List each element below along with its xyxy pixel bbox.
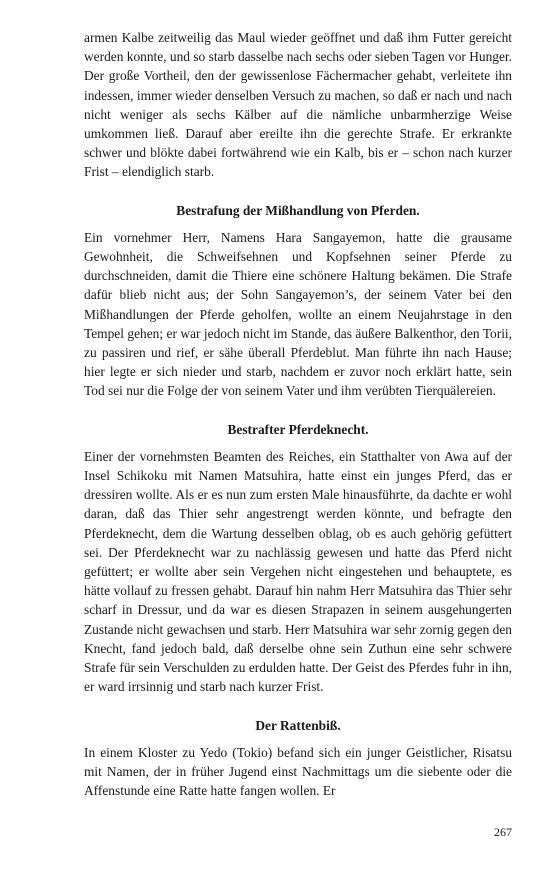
paragraph-horse-abuse: Ein vornehmer Herr, Namens Hara Sangayemon, hatte die grausame Gewohnheit, die Schweifsehnen und Kopfsehnen seiner Pferde zu durchschneiden, damit die Thiere eine schönere Haltung bekämen. Die Strafe dafür blieb nicht aus; der Sohn Sangayemon’s, der seinem Vater bei den Mißhandlungen der Pferde geholfen, wollte an einem Neujahrstage in den Tempel gehen; er war jedoch nicht im Stande, das äußere Balkenthor, den Torii, zu passiren und rief, er sähe überall Pferdeblut. Man führte ihn nach Hause; hier legte er sich nieder und starb, nachdem er zuvor noch erklärt hatte, sein Tod sei nur die Folge der von seinem Vater und ihm verübten Tierquälereien.	[84, 229, 512, 399]
paragraph-rat-bite: In einem Kloster zu Yedo (Tokio) befand sich ein junger Geistlicher, Risatsu mit Namen, der in früher Jugend einst Nachmittags um die siebente oder die Affenstunde eine Ratte hatte fangen wollen. Er	[84, 744, 512, 799]
heading-rat-bite: Der Rattenbiß.	[255, 717, 341, 733]
book-page	[84, 28, 512, 800]
paragraph-calf-story: armen Kalbe zeitweilig das Maul wieder geöffnet und daß ihm Futter gereicht werden konnte, und so starb dasselbe nach sechs oder sieben Tagen vor Hunger. Der große Vortheil, den der gewissenlose Fächermacher gehabt, verleitete ihn indessen, immer wieder denselben Versuch zu machen, so daß er nach und nach nicht weniger als sechs Kälber auf die nämliche unbarmherzige Weise umkommen ließ. Darauf aber ereilte ihn die gerechte Strafe. Er erkrankte schwer und blökte dabei fortwährend wie ein Kalb, bis er – schon nach kurzer Frist – elendiglich starb.	[84, 30, 512, 180]
heading-stable-boy: Bestrafter Pferdeknecht.	[227, 421, 369, 437]
page-number: 267	[494, 825, 512, 839]
heading-horse-abuse: Bestrafung der Mißhandlung von Pferden.	[176, 202, 420, 218]
paragraph-stable-boy: Einer der vornehmsten Beamten des Reiches, ein Statthalter von Awa auf der Insel Schikoku mit Namen Matsuhira, hatte einst ein junges Pferd, das er dressiren wollte. Als er es nun zum ersten Male hinausführte, da dachte er wohl daran, daß das Thier sehr angestrengt werden könnte, und befragte den Pferdeknecht, dem die Wartung desselben oblag, ob es auch gehörig gefüttert sei. Der Pferdeknecht war zu nachlässig gewesen und hatte das Pferd nicht gefüttert; er wollte aber sein Vergehen nicht eingestehen und behauptete, es hätte vollauf zu fressen gehabt. Darauf hin nahm Herr Matsuhira das Thier sehr scharf in Dressur, und da war es diesen Strapazen in seinem ausgehungerten Zustande nicht gewachsen und starb. Herr Matsuhira war sehr zornig gegen den Knecht, fand jedoch bald, daß derselbe ohne sein Zuthun eine sehr schwere Strafe für sein Verschulden zu erdulden hatte. Der Geist des Pferdes fuhr in ihn, er ward irrsinnig und starb nach kurzer Frist.	[84, 448, 512, 695]
